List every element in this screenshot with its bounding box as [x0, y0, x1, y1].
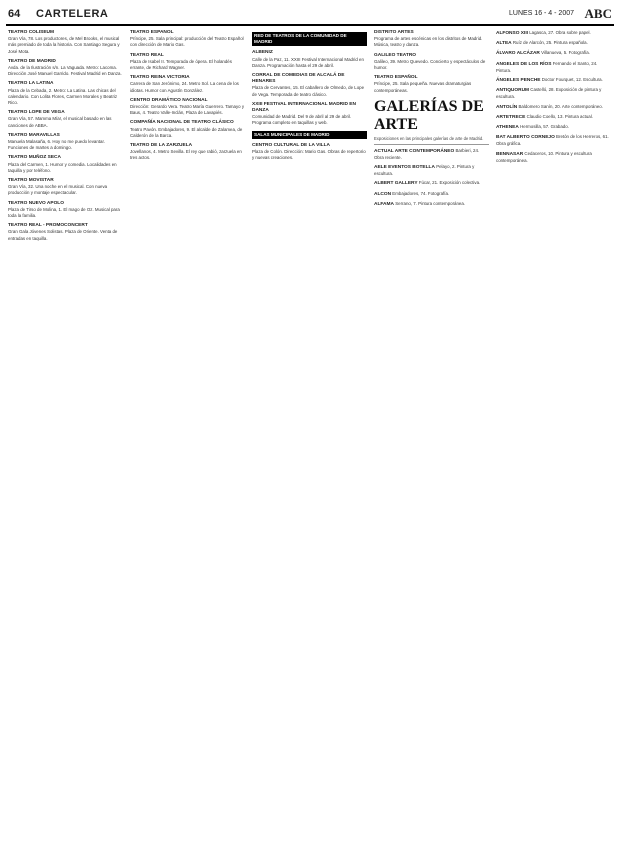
gallery-listing [496, 134, 611, 147]
venue-name: GALILEO TEATRO [374, 52, 417, 58]
gallery-details: Hermosilla, 57. Grabado. [520, 124, 569, 130]
gallery-name: AELE EVENTOS BOTELLA [374, 165, 435, 171]
listings-columns [8, 30, 612, 840]
venue-listing [8, 110, 123, 129]
section-bar: RED DE TEATROS DE LA COMUNIDAD DE MADRID [252, 32, 367, 46]
venue-name: TEATRO MARAVILLAS [8, 132, 60, 138]
venue-details: Dirección: Gerardo Vera. Teatro María Guerrero. Tamayo y Baus, 4. Teatro Valle-Inclán, Plaza de Lavapiés. [130, 104, 245, 116]
venue-listing [8, 133, 123, 152]
gallery-listing [374, 164, 489, 177]
gallery-listing [496, 124, 611, 131]
venue-details: Gran Gala Jóvenes Solistas. Plaza de Oriente. Venta de entradas en taquilla. [8, 229, 118, 241]
venue-details: Plaza de la Cebada, 2. Metro: La Latina. Las chicas del calendario. Con Lolita Flores, Carmen Morales y Beatriz Rico. [8, 87, 118, 106]
gallery-name: BENNASAR [496, 151, 524, 157]
gallery-name: ÁLVARO ALCÁZAR [496, 51, 540, 57]
newspaper-logo: ABC [584, 6, 612, 21]
venue-listing [8, 30, 123, 55]
venue-listing [130, 75, 245, 94]
venue-listing [374, 30, 489, 49]
venue-details: Comunidad de Madrid. Del 9 de abril al 29 de abril. Programa completo en taquillas y web. [252, 114, 352, 126]
venue-details: Gran Vía, 32. Una noche en el musical. Con nueva producción y montaje espectacular. [8, 184, 108, 196]
venue-details: Carrera de San Jerónimo, 24. Metro Sol. La cena de los idiotas. Humor con Agustín González. [130, 81, 239, 93]
venue-details: Plaza de Cervantes, 15. El caballero de Olmedo, de Lope de Vega. Temporada de teatro clásico. [252, 85, 365, 97]
column-4 [374, 30, 489, 840]
venue-details: Príncipe, 25. Sala pequeña. Nuevas dramaturgias contemporáneas. [374, 81, 472, 93]
gallery-details: Lagasca, 27. Obra sobre papel. [529, 30, 591, 35]
gallery-intro: Exposiciones en las principales galerías de arte de Madrid. [374, 136, 489, 145]
venue-listing [8, 201, 123, 220]
gallery-listing [496, 87, 611, 100]
column-5 [496, 30, 611, 840]
venue-name: CENTRO DRAMÁTICO NACIONAL [130, 97, 208, 103]
venue-listing [374, 53, 489, 72]
gallery-details: Barbieri, 24. Obra reciente. [374, 147, 480, 160]
gallery-name: ANGELES DE LOS RÍOS [496, 61, 552, 67]
gallery-listing [374, 180, 489, 187]
gallery-details: Castelló, 28. Exposición de pintura y escultura. [496, 87, 602, 100]
venue-listing [252, 50, 367, 69]
section-bar: SALAS MUNICIPALES DE MADRID [252, 131, 367, 139]
venue-name: TEATRO ESPAÑOL [374, 75, 418, 81]
venue-listing [252, 102, 367, 127]
venue-name: TEATRO DE LA ZARZUELA [130, 143, 193, 149]
venue-details: Programa de artes escénicas en los distritos de Madrid. Música, teatro y danza. [374, 36, 483, 48]
venue-listing [130, 143, 245, 162]
gallery-listing [496, 40, 611, 47]
section-title: CARTELERA [36, 8, 109, 20]
gallery-details: Pelayo, 2. Pintura y escultura. [374, 164, 475, 177]
venue-details: Plaza de Tirso de Molina, 1. El mago de Oz. Musical para toda la familia. [8, 206, 120, 219]
gallery-name: ALBERT GALLERY [374, 181, 418, 187]
venue-name: DISTRITO ARTES [374, 30, 414, 35]
gallery-details: Cedaceros, 10. Pintura y escultura contemporánea. [496, 150, 592, 163]
venue-listing [130, 53, 245, 72]
gallery-listing [374, 191, 489, 198]
column-3 [252, 30, 367, 840]
gallery-details: Doctor Fourquet, 12. Escultura. [541, 77, 603, 83]
venue-name: TEATRO NUEVO APOLO [8, 200, 64, 206]
column-2 [130, 30, 245, 840]
venue-details: Plaza de Colón. Dirección: Mario Gas. Obras de repertorio y nuevas creaciones. [252, 149, 366, 161]
gallery-details: Ruíz de Alarcón, 25. Pintura española. [512, 40, 588, 46]
venue-name: TEATRO REINA VICTORIA [130, 75, 190, 81]
gallery-listing [374, 201, 489, 208]
venue-details: Gran Vía, 78. Los productores, de Mel Brooks, el musical más premiado de toda la historia. Con Santiago Segura y José Mota. [8, 36, 120, 54]
venue-name: TEATRO COLISEUM [8, 30, 55, 35]
gallery-details: Bretón de los Herreros, 61. Obra gráfica. [496, 134, 609, 147]
venue-details: Teatro Pavón. Embajadores, 9. El alcalde de Zalamea, de Calderón de la Barca. [130, 126, 243, 138]
gallery-listing [496, 77, 611, 84]
gallery-listing [496, 30, 611, 37]
gallery-listing [496, 151, 611, 164]
venue-name: COMPAÑÍA NACIONAL DE TEATRO CLÁSICO [130, 120, 234, 126]
gallery-name: ACTUAL ARTE CONTEMPORÁNEO [374, 148, 455, 154]
venue-name: TEATRO MUÑOZ SECA [8, 155, 61, 161]
venue-listing [252, 143, 367, 162]
venue-listing [8, 178, 123, 197]
venue-listing [130, 30, 245, 49]
venue-name: TEATRO REAL [130, 52, 164, 58]
venue-details: Calle de la Paz, 11. XXIII Festival Internacional Madrid en Danza. Programación hasta el 29 de abril. [252, 56, 364, 68]
gallery-details: Serrano, 7. Pintura contemporánea. [395, 200, 466, 206]
venue-details: Plaza de Isabel II. Temporada de ópera. El holandés errante, de Richard Wagner. [130, 58, 232, 71]
venue-details: Plaza del Carmen, 1. Humor y comedia. Localidades en taquilla y por teléfono. [8, 161, 117, 173]
gallery-name: ARTETRECE [496, 114, 526, 120]
gallery-name: ALCON [374, 191, 392, 197]
venue-listing [8, 155, 123, 174]
venue-name: TEATRO MOVISTAR [8, 178, 54, 184]
venue-listing [8, 223, 123, 242]
gallery-details: Embajadores, 74. Fotografía. [392, 190, 450, 196]
gallery-details: Baldomero Sanín, 20. Arte contemporáneo. [518, 103, 603, 109]
venue-details: Gran Vía, 57. Mamma Mía!, el musical basado en las canciones de ABBA. [8, 116, 112, 128]
gallery-name: ANTIQUORUM [496, 88, 530, 94]
venue-name: CORRAL DE COMEDIAS DE ALCALÁ DE HENARES [252, 73, 345, 85]
venue-name: TEATRO DE MADRID [8, 58, 56, 64]
venue-listing [374, 75, 489, 94]
venue-name: TEATRO ESPAÑOL [130, 30, 174, 35]
venue-name: TEATRO LOPE DE VEGA [8, 110, 65, 116]
venue-details: Manuela Malasaña, 6. Hoy no me puedo levantar. Funciones de martes a domingo. [8, 139, 105, 151]
gallery-name: ALFAMA [374, 201, 394, 207]
venue-name: TEATRO REAL - PROMOCONCERT [8, 223, 88, 229]
page-number: 64 [8, 8, 21, 20]
gallery-listing [374, 148, 489, 161]
venue-listing [130, 98, 245, 117]
venue-details: Avda. de la Ilustración s/n. La Vaguada. Metro: Lacoma. Dirección José Manuel Garrido. Festival Madrid en Danza. [8, 65, 122, 77]
gallery-details: Villanueva, 5. Fotografía. [541, 50, 590, 56]
venue-listing [130, 120, 245, 139]
venue-listing [8, 59, 123, 78]
column-1 [8, 30, 123, 840]
gallery-details: Claudio Coello, 13. Pintura actual. [526, 113, 593, 119]
venue-details: Príncipe, 25. Sala principal: producción del Teatro Español con dirección de Mario Gas. [130, 36, 244, 48]
venue-details: Jovellanos, 4. Metro Sevilla. El rey que rabió, zarzuela en tres actos. [130, 149, 242, 161]
venue-listing [252, 73, 367, 98]
gallery-name: ATHENEA [496, 125, 519, 131]
venue-listing [8, 81, 123, 106]
gallery-listing [496, 104, 611, 111]
gallery-name: ALTEA [496, 41, 512, 47]
page-date: LUNES 16 - 4 - 2007 [509, 10, 574, 17]
venue-name: CENTRO CULTURAL DE LA VILLA [252, 142, 330, 148]
gallery-name: ANTOLÍN [496, 104, 518, 110]
gallery-details: Fernando el Santo, 24. Pintura. [496, 60, 598, 73]
gallery-listing [496, 50, 611, 57]
venue-name: TEATRO LA LATINA [8, 81, 54, 87]
gallery-listing [496, 61, 611, 74]
gallery-name: BAT ALBERTO CORNEJO [496, 135, 555, 141]
gallery-section-title: GALERÍAS DE ARTE [374, 97, 484, 133]
venue-name: ALBENIZ [252, 50, 273, 56]
venue-details: Galileo, 39. Metro Quevedo. Concierto y espectáculos de humor. [374, 58, 486, 71]
gallery-name: ÁNGELES PENCHE [496, 78, 541, 84]
venue-name: XXIII FESTIVAL INTERNACIONAL MADRID EN DANZA [252, 101, 356, 114]
gallery-listing [496, 114, 611, 121]
gallery-details: Fúcar, 21. Exposición colectiva. [418, 180, 481, 186]
gallery-name: ALFONSO XIII [496, 31, 528, 36]
page-header [6, 6, 614, 26]
